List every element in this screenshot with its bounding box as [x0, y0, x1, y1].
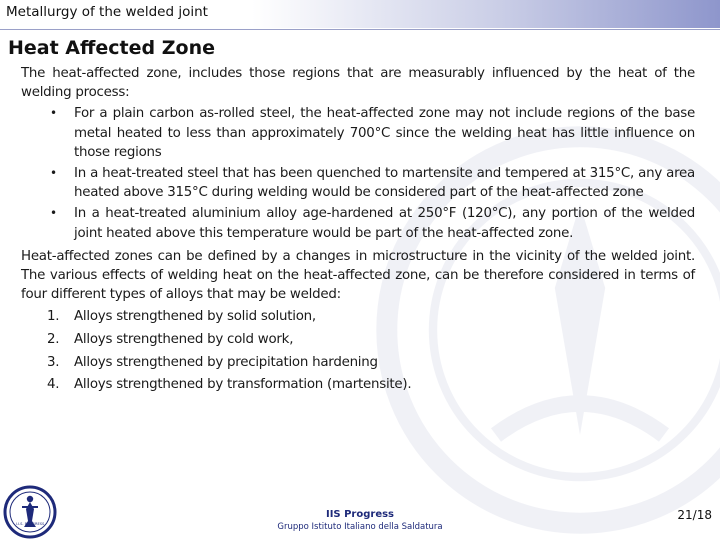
bullet-dot: • [50, 106, 57, 121]
bullet-item [21, 104, 695, 162]
item-number: 3. [47, 354, 60, 370]
footer-subtitle: Gruppo Istituto Italiano della Saldatura [277, 522, 443, 532]
second-paragraph: Heat-affected zones can be defined by a changes in microstructure in the vicinity of the welded joint. The various effects of welding heat on the heat-affected zone, can be therefore considered in terms of four different types of alloys that may be welded: [21, 248, 695, 303]
item-text: Alloys strengthened by transformation (martensite). [74, 377, 412, 393]
item-text: Alloys strengthened by precipitation hardening [74, 354, 378, 370]
bullet-text: In a heat-treated steel that has been quenched to martensite and tempered at 315°C, any area heated above 315°C during welding would be considered part of the heat-affected zone [74, 166, 695, 201]
bullet-dot: • [50, 206, 57, 221]
slide-content [21, 64, 695, 398]
numbered-item [21, 330, 695, 353]
numbered-item [21, 375, 695, 398]
svg-text:I.I.S. PROGRESS: I.I.S. PROGRESS [15, 522, 45, 526]
intro-paragraph: The heat-affected zone, includes those regions that are measurably influenced by the heat of the welding process: [21, 66, 695, 101]
item-number: 4. [47, 377, 60, 393]
item-text: Alloys strengthened by cold work, [74, 332, 294, 348]
bullet-list [21, 104, 695, 242]
bullet-item [21, 204, 695, 242]
slide-title: Heat Affected Zone [8, 37, 215, 59]
bullet-dot: • [50, 166, 57, 181]
item-text: Alloys strengthened by solid solution, [74, 309, 316, 325]
page-number: 21/18 [677, 508, 712, 522]
item-number: 1. [47, 309, 60, 325]
numbered-item [21, 353, 695, 376]
bullet-text: For a plain carbon as-rolled steel, the heat-affected zone may not include regions of the base metal heated to less than approximately 700°C since the welding heat has little influence on those regions [74, 106, 695, 160]
header-divider [0, 29, 720, 30]
item-number: 2. [47, 332, 60, 348]
bullet-text: In a heat-treated aluminium alloy age-hardened at 250°F (120°C), any portion of the welded joint heated above this temperature would be part of the heat-affected zone. [74, 206, 695, 241]
bullet-item [21, 164, 695, 202]
numbered-item [21, 307, 695, 330]
header-title: Metallurgy of the welded joint [6, 4, 208, 20]
footer-org: IIS Progress [325, 509, 395, 520]
numbered-list [21, 307, 695, 397]
